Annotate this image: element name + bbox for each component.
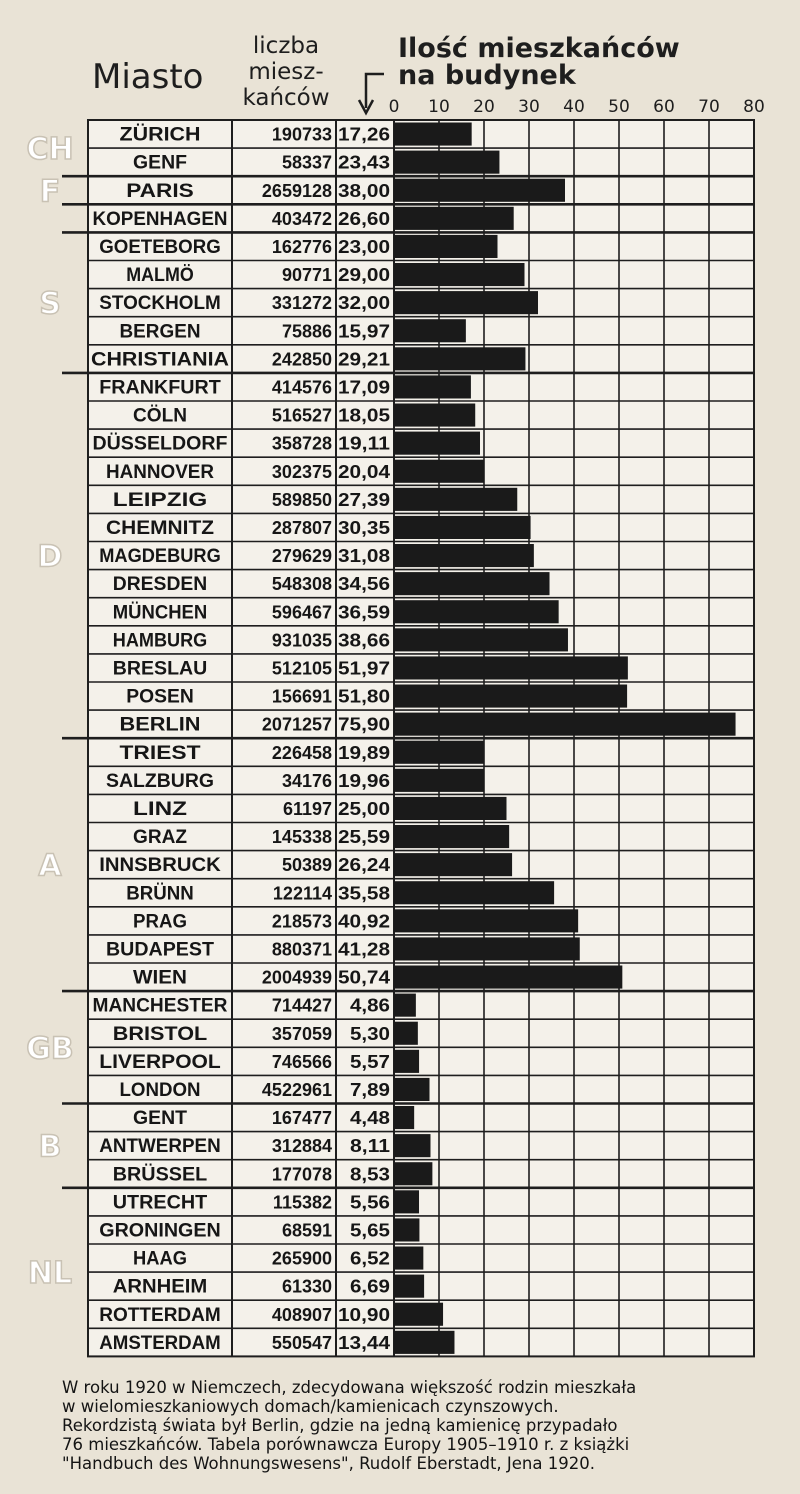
- population-value: 287807: [271, 517, 332, 538]
- population-value: 550547: [271, 1332, 332, 1353]
- per-building-value: 27,39: [338, 489, 390, 510]
- city-label: LONDON: [119, 1079, 201, 1101]
- city-label: ROTTERDAM: [99, 1304, 221, 1326]
- per-building-value: 51,97: [338, 658, 390, 679]
- per-building-value: 38,00: [338, 180, 390, 201]
- per-building-value: 31,08: [338, 546, 390, 567]
- population-value: 58337: [281, 152, 332, 173]
- country-label: NL: [27, 1256, 73, 1292]
- per-building-value: 10,90: [338, 1304, 390, 1325]
- city-label: UTRECHT: [112, 1192, 208, 1214]
- per-building-value: 23,00: [338, 236, 390, 257]
- population-value: 75886: [281, 321, 332, 342]
- city-label: STOCKHOLM: [99, 293, 221, 315]
- population-value: 4522961: [261, 1079, 332, 1100]
- city-label: SALZBURG: [106, 770, 214, 792]
- bar: [394, 544, 534, 567]
- per-building-value: 35,58: [338, 883, 390, 904]
- country-labels: [26, 132, 74, 1291]
- city-label: ANTWERPEN: [99, 1136, 221, 1158]
- per-building-value: 51,80: [338, 686, 390, 707]
- per-building-value: 19,96: [338, 770, 390, 791]
- country-label: F: [39, 174, 61, 210]
- city-label: ARNHEIM: [112, 1276, 208, 1298]
- bar: [394, 123, 472, 146]
- city-label: GENT: [133, 1108, 188, 1130]
- x-tick-label: 50: [608, 97, 630, 117]
- population-value: 190733: [271, 124, 332, 145]
- per-building-header-line1: Ilość mieszkańców: [398, 33, 680, 64]
- population-value: 177078: [271, 1164, 332, 1185]
- population-value: 357059: [271, 1023, 332, 1044]
- per-building-value: 4,48: [350, 1108, 390, 1129]
- bar: [394, 600, 559, 623]
- population-value: 68591: [281, 1220, 332, 1241]
- bar: [394, 1078, 430, 1101]
- population-value: 2071257: [261, 714, 332, 735]
- city-label: INNSBRUCK: [99, 855, 222, 877]
- x-tick-label: 30: [518, 97, 540, 117]
- city-label: GOETEBORG: [99, 236, 221, 258]
- population-value: 358728: [271, 433, 332, 454]
- bar: [394, 685, 627, 708]
- country-label: GB: [26, 1031, 74, 1067]
- city-label: BERGEN: [119, 321, 201, 343]
- chart-header: [92, 33, 680, 113]
- city-label: LIVERPOOL: [99, 1051, 222, 1073]
- bar: [394, 994, 416, 1017]
- per-building-value: 20,04: [338, 461, 390, 482]
- per-building-value: 38,66: [338, 630, 390, 651]
- population-value: 218573: [271, 911, 332, 932]
- per-building-value: 17,09: [338, 377, 390, 398]
- city-label: DÜSSELDORF: [92, 433, 228, 455]
- per-building-value: 36,59: [338, 602, 390, 623]
- population-value: 516527: [271, 405, 332, 426]
- bar: [394, 179, 565, 202]
- header-arrow-line: [366, 74, 384, 108]
- bar: [394, 966, 622, 989]
- per-building-value: 5,57: [350, 1051, 390, 1072]
- city-label: GRONINGEN: [99, 1220, 221, 1242]
- per-building-value: 40,92: [338, 911, 390, 932]
- population-value: 2004939: [261, 967, 332, 988]
- bar: [394, 291, 538, 314]
- bar: [394, 1247, 423, 1270]
- population-value: 714427: [271, 995, 332, 1016]
- per-building-value: 26,60: [338, 208, 390, 229]
- population-value: 156691: [271, 686, 332, 707]
- population-value: 548308: [271, 574, 332, 595]
- per-building-value: 19,11: [338, 433, 390, 454]
- per-building-value: 30,35: [338, 517, 390, 538]
- population-value: 162776: [271, 236, 332, 257]
- population-value: 596467: [271, 602, 332, 623]
- x-tick-label: 70: [698, 97, 720, 117]
- population-value: 115382: [272, 1192, 332, 1213]
- city-label: WIEN: [133, 967, 187, 989]
- city-label: HANNOVER: [106, 461, 215, 483]
- population-value: 331272: [271, 293, 332, 314]
- per-building-value: 4,86: [350, 995, 390, 1016]
- city-label: DRESDEN: [112, 574, 208, 596]
- city-label: FRANKFURT: [99, 377, 222, 399]
- per-building-value: 18,05: [338, 405, 390, 426]
- bar: [394, 628, 568, 651]
- population-value: 122114: [272, 883, 332, 904]
- per-building-header-line2: na budynek: [398, 60, 576, 91]
- bar: [394, 741, 484, 764]
- per-building-value: 29,00: [338, 265, 390, 286]
- bar: [394, 909, 578, 932]
- city-label: ZÜRICH: [119, 124, 201, 146]
- bar: [394, 1331, 454, 1354]
- bar: [394, 1218, 419, 1241]
- bar: [394, 572, 550, 595]
- population-value: 414576: [271, 377, 332, 398]
- population-value: 34176: [281, 770, 332, 791]
- bar: [394, 881, 554, 904]
- x-axis-ticks: [389, 97, 765, 117]
- per-building-value: 6,52: [350, 1248, 390, 1269]
- city-label: MALMÖ: [126, 265, 194, 287]
- population-value: 167477: [271, 1108, 332, 1129]
- city-label: CÖLN: [133, 405, 187, 427]
- bar: [394, 853, 512, 876]
- bar: [394, 797, 507, 820]
- bar: [394, 825, 509, 848]
- city-label: MÜNCHEN: [112, 602, 208, 624]
- per-building-value: 32,00: [338, 293, 390, 314]
- bar: [394, 488, 517, 511]
- x-tick-label: 10: [428, 97, 450, 117]
- bar: [394, 1022, 418, 1045]
- bar: [394, 151, 499, 174]
- country-label: S: [39, 286, 61, 322]
- bar: [394, 1303, 443, 1326]
- per-building-value: 5,65: [350, 1220, 390, 1241]
- population-value: 512105: [271, 658, 332, 679]
- country-label: B: [38, 1129, 62, 1165]
- bar: [394, 404, 475, 427]
- bar: [394, 432, 480, 455]
- x-tick-label: 40: [563, 97, 585, 117]
- population-value: 880371: [271, 939, 332, 960]
- per-building-value: 25,59: [338, 827, 390, 848]
- population-column-header-line1: liczba: [252, 33, 320, 59]
- city-label: BRISTOL: [112, 1023, 208, 1045]
- bar: [394, 1106, 414, 1129]
- bar: [394, 937, 580, 960]
- bar: [394, 656, 628, 679]
- city-label: AMSTERDAM: [99, 1332, 221, 1354]
- bar: [394, 713, 736, 736]
- population-value: 226458: [271, 742, 332, 763]
- bar: [394, 1162, 432, 1185]
- city-label: CHRISTIANIA: [91, 349, 230, 371]
- population-value: 242850: [271, 349, 332, 370]
- city-label: POSEN: [126, 686, 194, 708]
- bar: [394, 319, 466, 342]
- per-building-value: 8,53: [350, 1164, 390, 1185]
- population-value: 408907: [271, 1304, 332, 1325]
- bar: [394, 375, 471, 398]
- population-value: 312884: [271, 1136, 332, 1157]
- population-value: 61197: [282, 798, 332, 819]
- population-value: 50389: [281, 855, 332, 876]
- per-building-value: 25,00: [338, 798, 390, 819]
- per-building-value: 5,30: [350, 1023, 390, 1044]
- country-label: D: [37, 539, 63, 575]
- city-label: GENF: [133, 152, 187, 174]
- population-value: 2659128: [261, 180, 332, 201]
- bar: [394, 769, 484, 792]
- per-building-value: 29,21: [338, 349, 390, 370]
- per-building-value: 41,28: [338, 939, 390, 960]
- per-building-value: 5,56: [350, 1192, 390, 1213]
- country-label: A: [38, 848, 62, 884]
- population-column-header-line3: kańców: [242, 85, 330, 111]
- city-label: BUDAPEST: [106, 939, 215, 961]
- bar: [394, 235, 498, 258]
- city-label: TRIEST: [119, 742, 201, 764]
- city-label: BRESLAU: [112, 658, 208, 680]
- population-value: 746566: [271, 1051, 332, 1072]
- population-value: 61330: [281, 1276, 332, 1297]
- bar: [394, 207, 514, 230]
- population-value: 145338: [271, 827, 332, 848]
- per-building-value: 19,89: [338, 742, 390, 763]
- population-value: 302375: [271, 461, 332, 482]
- per-building-value: 13,44: [338, 1332, 390, 1353]
- caption: W roku 1920 w Niemczech, zdecydowana większość rodzin mieszkała w wielomieszkaniowych domach/kamienicach czynszowych. Rekordzistą świata był Berlin, gdzie na jedną kamienicę przypadało 76 mieszkańców. Tabela porównawcza Europy 1905–1910 r. z książki "Handbuch des Wohnungswesens", Rudolf Eberstadt, Jena 1920.: [62, 1378, 637, 1473]
- bar: [394, 263, 525, 286]
- x-tick-label: 0: [388, 97, 400, 117]
- bar: [394, 1190, 419, 1213]
- city-label: KOPENHAGEN: [92, 208, 228, 230]
- bar: [394, 516, 531, 539]
- city-column-header: Miasto: [92, 57, 204, 97]
- city-label: MANCHESTER: [92, 995, 228, 1017]
- per-building-value: 8,11: [350, 1136, 390, 1157]
- population-value: 265900: [271, 1248, 332, 1269]
- per-building-value: 17,26: [338, 124, 390, 145]
- city-label: HAMBURG: [112, 630, 208, 652]
- per-building-value: 7,89: [350, 1079, 390, 1100]
- x-tick-label: 20: [473, 97, 495, 117]
- bar: [394, 347, 525, 370]
- population-value: 90771: [281, 265, 332, 286]
- population-value: 403472: [271, 208, 332, 229]
- city-label: CHEMNITZ: [106, 517, 215, 539]
- population-value: 931035: [271, 630, 332, 651]
- city-label: BRÜNN: [126, 883, 194, 905]
- per-building-value: 26,24: [338, 855, 390, 876]
- x-tick-label: 60: [653, 97, 675, 117]
- bar: [394, 460, 484, 483]
- population-value: 589850: [271, 489, 332, 510]
- per-building-value: 15,97: [338, 321, 390, 342]
- population-column-header-line2: miesz-: [248, 59, 324, 85]
- city-label: PARIS: [126, 180, 194, 202]
- per-building-value: 23,43: [338, 152, 390, 173]
- per-building-value: 34,56: [338, 574, 390, 595]
- city-label: PRAG: [133, 911, 187, 933]
- country-label: CH: [26, 132, 74, 168]
- bar: [394, 1275, 424, 1298]
- bar: [394, 1050, 419, 1073]
- city-label: LEIPZIG: [112, 489, 208, 511]
- city-label: BRÜSSEL: [112, 1164, 208, 1186]
- city-label: GRAZ: [133, 827, 188, 849]
- bar: [394, 1134, 430, 1157]
- per-building-value: 6,69: [350, 1276, 390, 1297]
- population-value: 279629: [271, 546, 332, 567]
- per-building-value: 50,74: [338, 967, 390, 988]
- city-label: BERLIN: [119, 714, 201, 736]
- per-building-value: 75,90: [338, 714, 390, 735]
- city-label: HAAG: [133, 1248, 187, 1270]
- city-label: LINZ: [133, 798, 188, 820]
- city-label: MAGDEBURG: [99, 546, 221, 568]
- x-tick-label: 80: [743, 97, 765, 117]
